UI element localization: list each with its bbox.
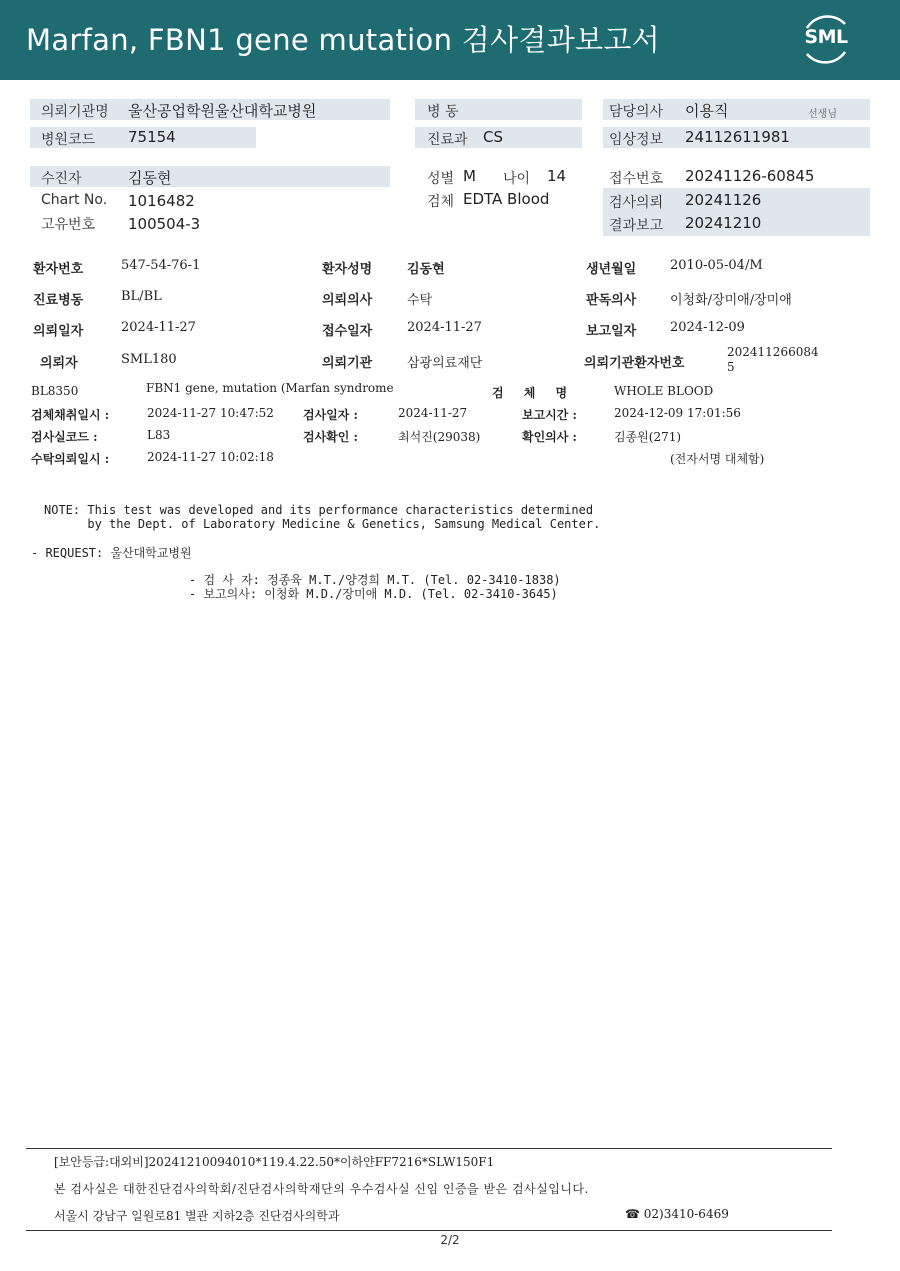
- unique-label: 고유번호: [41, 217, 96, 233]
- receipt-label: 접수번호: [609, 171, 664, 187]
- age-label: 나이: [503, 171, 531, 187]
- contract-value: 2024-11-27 10:02:18: [147, 450, 274, 464]
- recipient-label: 수진자: [41, 171, 82, 187]
- report-label: 결과보고: [609, 218, 664, 234]
- contract-label: 수탁의뢰일시 :: [31, 452, 110, 466]
- confirm-label: 검사확인 :: [303, 430, 358, 444]
- request-label: 검사의뢰: [609, 195, 664, 211]
- request-value: 20241126: [685, 191, 762, 209]
- note-request: - REQUEST: 울산대학교병원: [31, 546, 192, 560]
- hospital-code-value: 75154: [128, 128, 176, 146]
- clinical-label: 임상정보: [609, 132, 664, 148]
- request-doctor-value: 수탁: [407, 293, 433, 308]
- ward-code-value: BL/BL: [121, 289, 162, 304]
- department-value: CS: [483, 128, 503, 146]
- institution-label: 의뢰기관명: [41, 104, 109, 120]
- footer-top-rule: [26, 1148, 832, 1149]
- note-tester: - 검 사 자: 정종육 M.T./양경희 M.T. (Tel. 02-3410-1838): [189, 573, 561, 587]
- address-line: 서울시 강남구 일원로81 별관 지하2층 진단검사의학과: [54, 1209, 340, 1223]
- birth-label: 생년월일: [586, 262, 637, 277]
- birth-value: 2010-05-04/M: [670, 258, 763, 273]
- confirm-doc-label: 확인의사 :: [522, 430, 577, 444]
- requester-label: 의뢰자: [40, 356, 78, 371]
- confirm-doc-value: 김종원(271): [614, 430, 682, 444]
- org-patient-no-value: 202411266084: [727, 345, 819, 359]
- esign-note: (전자서명 대체함): [670, 452, 765, 466]
- doctor-label: 담당의사: [609, 104, 664, 120]
- reading-doctor-label: 판독의사: [586, 293, 637, 308]
- collect-value: 2024-11-27 10:47:52: [147, 406, 274, 420]
- request-date-label: 의뢰일자: [33, 324, 84, 339]
- receipt-date-value: 2024-11-27: [407, 320, 482, 335]
- reporttime-label: 보고시간 :: [522, 408, 577, 422]
- room-value: L83: [147, 428, 171, 442]
- recipient-value: 김동현: [128, 169, 172, 187]
- test-specimen-label: 검 체 명: [492, 386, 576, 400]
- ward-code-label: 진료병동: [33, 293, 84, 308]
- sml-logo: [797, 12, 855, 66]
- reading-doctor-value: 이청화/장미애/장미애: [670, 293, 792, 308]
- note-line-1: NOTE: This test was developed and its performance characteristics determined: [44, 503, 594, 517]
- test-code: BL8350: [31, 384, 79, 398]
- specimen-label: 검체: [427, 194, 455, 210]
- recipient-bar: [30, 166, 390, 187]
- department-label: 진료과: [427, 132, 468, 148]
- note-reporter: - 보고의사: 이청화 M.D./장미애 M.D. (Tel. 02-3410-3645): [189, 587, 558, 601]
- requester-value: SML180: [121, 352, 177, 367]
- reporttime-value: 2024-12-09 17:01:56: [614, 406, 741, 420]
- request-doctor-label: 의뢰의사: [322, 293, 373, 308]
- room-label: 검사실코드 :: [31, 430, 98, 444]
- receipt-date-label: 접수일자: [322, 324, 373, 339]
- note-line-2: by the Dept. of Laboratory Medicine & Genetics, Samsung Medical Center.: [44, 517, 601, 531]
- request-date-value: 2024-11-27: [121, 320, 196, 335]
- specimen-value: EDTA Blood: [463, 190, 550, 208]
- org-patient-no-label: 의뢰기관환자번호: [584, 356, 685, 371]
- footer-bottom-rule: [26, 1230, 832, 1231]
- confirm-value: 최석진(29038): [398, 430, 481, 444]
- chart-label: Chart No.: [41, 192, 108, 208]
- report-header: [0, 0, 900, 80]
- security-line: [보안등급:대외비]20241210094010*119.4.22.50*이하얀FF7216*SLW150F1: [54, 1155, 495, 1169]
- request-org-value: 삼광의료재단: [407, 356, 483, 371]
- test-name: FBN1 gene, mutation (Marfan syndrome: [146, 381, 394, 395]
- org-patient-no-value-cont: 5: [727, 360, 735, 374]
- patient-name-label: 환자성명: [322, 262, 373, 277]
- sml-logo-text: SML: [804, 26, 848, 48]
- certification-line: 본 검사실은 대한진단검사의학회/진단검사의학재단의 우수검사실 신임 인증을 받은 검사실입니다.: [54, 1182, 589, 1196]
- patient-no-label: 환자번호: [33, 262, 84, 277]
- report-value: 20241210: [685, 214, 762, 232]
- hospital-code-label: 병원코드: [41, 132, 96, 148]
- test-specimen-value: WHOLE BLOOD: [614, 384, 714, 398]
- sex-value: M: [463, 167, 476, 185]
- testdate-label: 검사일자 :: [303, 408, 358, 422]
- patient-no-value: 547-54-76-1: [121, 258, 201, 273]
- receipt-value: 20241126-60845: [685, 167, 815, 185]
- testdate-value: 2024-11-27: [398, 406, 468, 420]
- report-date-value: 2024-12-09: [670, 320, 745, 335]
- collect-label: 검체채취일시 :: [31, 408, 110, 422]
- patient-name-value: 김동현: [407, 262, 445, 277]
- doctor-suffix: 선생님: [808, 109, 837, 120]
- doctor-value: 이용직: [685, 102, 729, 120]
- age-value: 14: [547, 167, 567, 185]
- ward-label: 병 동: [427, 104, 459, 120]
- institution-value: 울산공업학원울산대학교병원: [128, 102, 317, 120]
- page-number: 2/2: [440, 1233, 460, 1247]
- clinical-value: 24112611981: [685, 128, 790, 146]
- sex-label: 성별: [427, 171, 455, 187]
- phone-line: ☎ 02)3410-6469: [625, 1207, 729, 1221]
- report-date-label: 보고일자: [586, 324, 637, 339]
- request-org-label: 의뢰기관: [322, 356, 373, 371]
- unique-value: 100504-3: [128, 215, 201, 233]
- report-title: Marfan, FBN1 gene mutation 검사결과보고서: [26, 23, 660, 57]
- chart-value: 1016482: [128, 192, 195, 210]
